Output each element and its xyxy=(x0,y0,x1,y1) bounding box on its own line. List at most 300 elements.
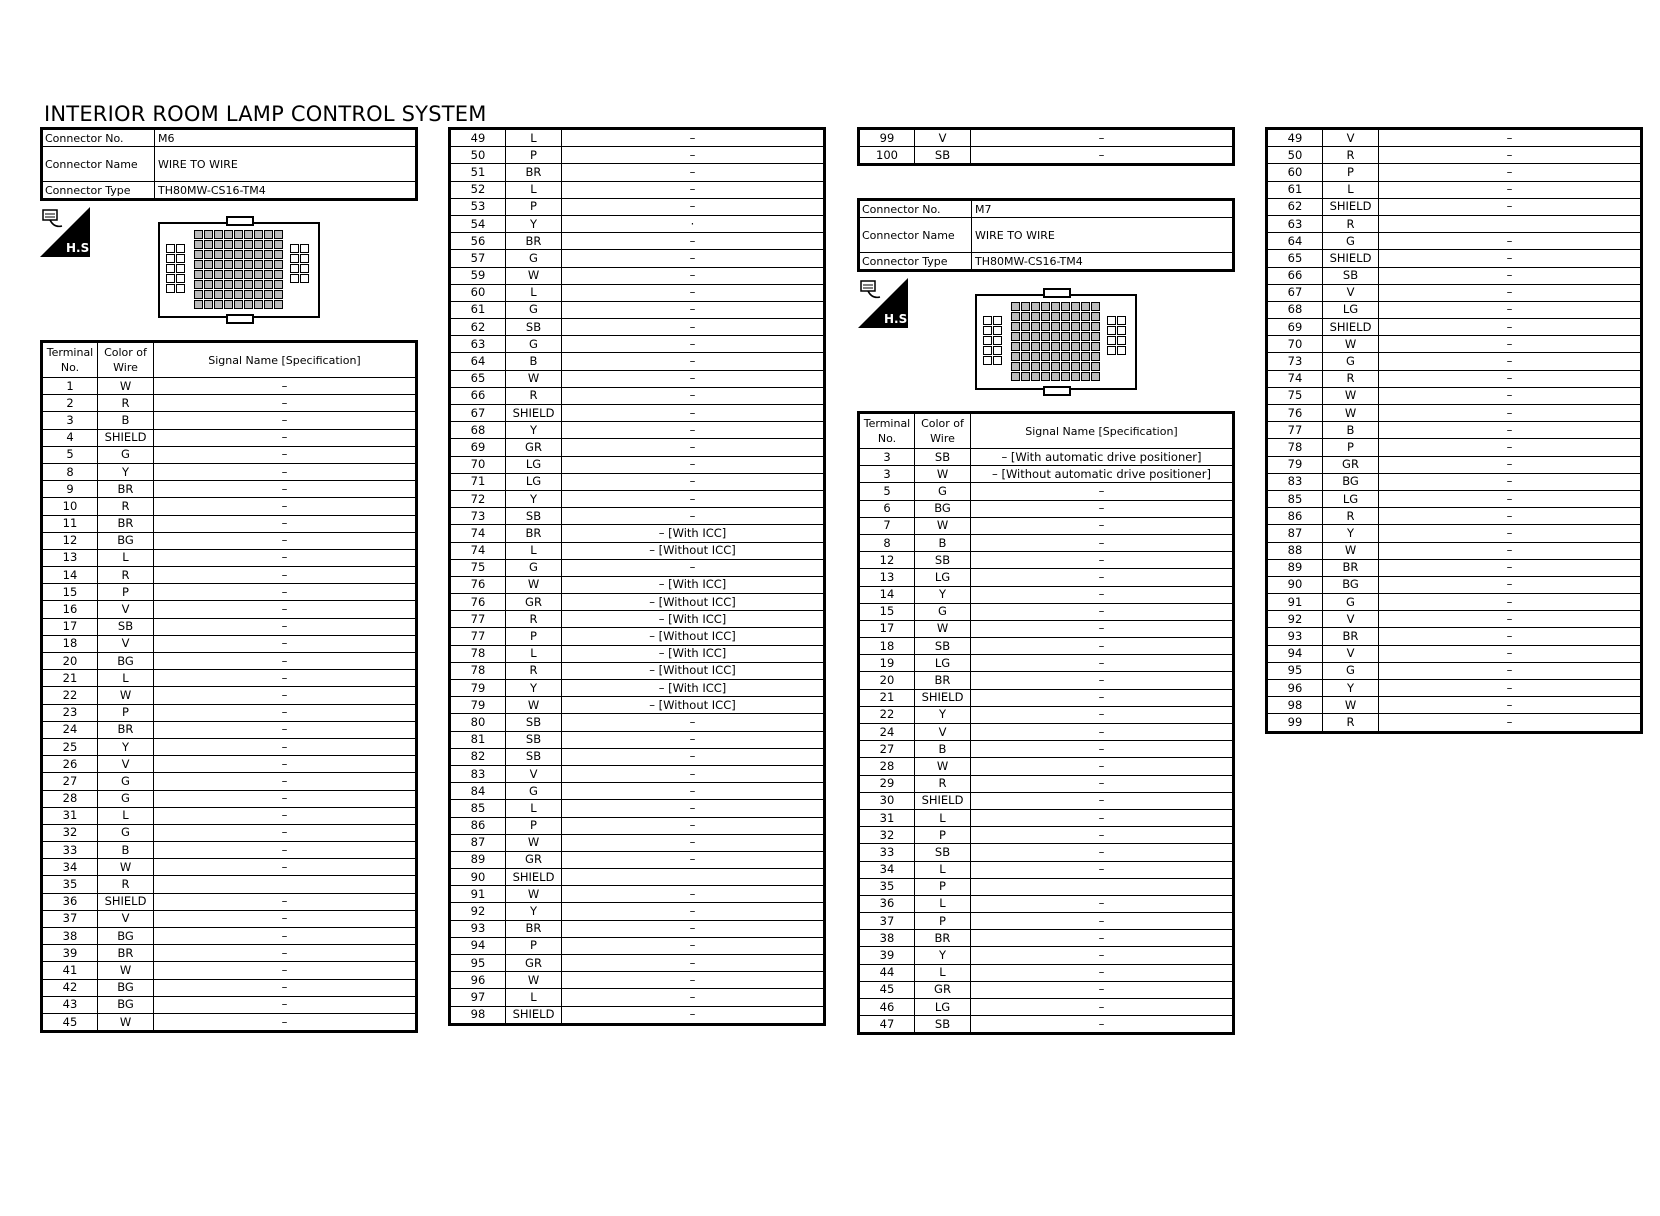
signal-name-cell: – xyxy=(971,534,1234,551)
table-row xyxy=(1267,508,1642,525)
wire-color-cell: P xyxy=(1323,439,1379,456)
terminal-no-cell: 10 xyxy=(42,498,98,515)
signal-name-cell: – xyxy=(1379,456,1642,473)
signal-name-cell: – xyxy=(971,792,1234,809)
signal-name-cell: – xyxy=(1379,576,1642,593)
table-row xyxy=(42,481,417,498)
table-row xyxy=(450,301,825,318)
terminal-no-cell: 96 xyxy=(1267,680,1323,697)
table-row xyxy=(1267,250,1642,267)
terminal-no-cell: 71 xyxy=(450,473,506,490)
signal-name-cell: – xyxy=(562,490,825,507)
signal-name-cell: – xyxy=(971,913,1234,930)
signal-name-cell: – xyxy=(154,910,417,927)
wire-color-cell: V xyxy=(915,724,971,741)
m6-terminal-table-2 xyxy=(448,127,826,1026)
signal-name-cell: – xyxy=(154,1013,417,1031)
table-row xyxy=(42,773,417,790)
connector-type-value: TH80MW-CS16-TM4 xyxy=(972,253,1234,271)
wire-color-cell: R xyxy=(1323,215,1379,232)
signal-name-cell: – xyxy=(1379,181,1642,198)
wire-color-cell: SB xyxy=(915,552,971,569)
table-row xyxy=(450,628,825,645)
wire-color-cell: G xyxy=(506,250,562,267)
signal-name-cell: – xyxy=(971,895,1234,912)
table-row xyxy=(1267,198,1642,215)
wire-color-cell: G xyxy=(98,446,154,463)
terminal-no-cell: 67 xyxy=(1267,284,1323,301)
table-row xyxy=(450,525,825,542)
connector-name-value: WIRE TO WIRE xyxy=(972,218,1234,253)
signal-name-cell: – xyxy=(971,129,1234,147)
terminal-no-cell: 78 xyxy=(450,662,506,679)
terminal-no-cell: 93 xyxy=(1267,628,1323,645)
terminal-no-cell: 92 xyxy=(450,903,506,920)
connector-name-value: WIRE TO WIRE xyxy=(155,147,417,182)
signal-name-cell: – xyxy=(154,893,417,910)
signal-name-cell: – xyxy=(154,824,417,841)
page-title: INTERIOR ROOM LAMP CONTROL SYSTEM xyxy=(44,102,487,126)
table-row xyxy=(859,741,1234,758)
terminal-no-cell: 73 xyxy=(1267,353,1323,370)
signal-name-cell: – [With ICC] xyxy=(562,645,825,662)
wire-color-cell: Y xyxy=(506,903,562,920)
terminal-no-cell: 72 xyxy=(450,490,506,507)
wire-color-cell: Y xyxy=(915,947,971,964)
table-row xyxy=(450,422,825,439)
wire-color-cell: W xyxy=(98,687,154,704)
wire-color-cell: W xyxy=(1323,542,1379,559)
terminal-no-cell: 75 xyxy=(450,559,506,576)
signal-name-cell: – xyxy=(971,586,1234,603)
terminal-no-cell: 3 xyxy=(859,449,915,466)
table-row xyxy=(859,569,1234,586)
wire-color-cell: W xyxy=(98,962,154,979)
terminal-no-cell: 34 xyxy=(859,861,915,878)
signal-name-cell: – xyxy=(154,859,417,876)
table-row xyxy=(450,233,825,250)
terminal-no-cell: 95 xyxy=(1267,662,1323,679)
signal-name-cell: – xyxy=(562,181,825,198)
wire-color-cell: P xyxy=(506,147,562,164)
table-row xyxy=(450,611,825,628)
signal-name-cell: – xyxy=(1379,542,1642,559)
table-row xyxy=(859,586,1234,603)
m7-header-table xyxy=(857,198,1235,272)
wire-color-cell: G xyxy=(915,603,971,620)
wire-color-cell: V xyxy=(1323,129,1379,147)
terminal-no-cell: 12 xyxy=(42,532,98,549)
terminal-no-cell: 26 xyxy=(42,756,98,773)
table-row xyxy=(450,920,825,937)
signal-name-cell: – xyxy=(154,584,417,601)
table-row xyxy=(859,861,1234,878)
terminal-no-cell: 89 xyxy=(450,851,506,868)
signal-name-cell: – xyxy=(562,422,825,439)
table-row xyxy=(859,964,1234,981)
terminal-no-cell: 77 xyxy=(1267,422,1323,439)
signal-name-cell: – xyxy=(1379,490,1642,507)
wire-color-cell: BR xyxy=(98,515,154,532)
table-row xyxy=(859,999,1234,1016)
wire-color-cell: W xyxy=(506,886,562,903)
wire-color-cell: R xyxy=(506,387,562,404)
terminal-no-cell: 99 xyxy=(1267,714,1323,732)
table-row xyxy=(1267,697,1642,714)
terminal-no-cell: 87 xyxy=(450,834,506,851)
signal-name-cell: – xyxy=(971,638,1234,655)
wire-color-cell: SHIELD xyxy=(1323,250,1379,267)
wire-color-cell: SB xyxy=(915,147,971,165)
signal-name-cell: – xyxy=(562,284,825,301)
wire-color-cell: B xyxy=(98,842,154,859)
table-row xyxy=(1267,319,1642,336)
wire-color-cell: BR xyxy=(506,164,562,181)
signal-name-cell xyxy=(971,878,1234,895)
signal-name-cell: – xyxy=(1379,198,1642,215)
table-row xyxy=(450,937,825,954)
terminal-no-cell: 85 xyxy=(1267,490,1323,507)
signal-name-cell: – xyxy=(562,886,825,903)
terminal-no-cell: 50 xyxy=(450,147,506,164)
terminal-no-cell: 74 xyxy=(1267,370,1323,387)
signal-name-cell: – xyxy=(1379,147,1642,164)
terminal-no-cell: 77 xyxy=(450,628,506,645)
table-row xyxy=(859,500,1234,517)
table-row xyxy=(42,945,417,962)
table-row xyxy=(450,198,825,215)
terminal-no-cell: 76 xyxy=(450,576,506,593)
wire-color-cell: W xyxy=(98,859,154,876)
terminal-no-cell: 11 xyxy=(42,515,98,532)
signal-name-cell: – xyxy=(1379,662,1642,679)
terminal-no-cell: 90 xyxy=(1267,576,1323,593)
signal-name-cell: – xyxy=(971,844,1234,861)
table-row xyxy=(1267,611,1642,628)
table-row xyxy=(1267,405,1642,422)
table-row xyxy=(42,910,417,927)
table-row xyxy=(42,996,417,1013)
terminal-no-cell: 34 xyxy=(42,859,98,876)
wire-color-cell: P xyxy=(506,937,562,954)
wire-color-cell: GR xyxy=(506,955,562,972)
terminal-no-cell: 17 xyxy=(42,618,98,635)
terminal-no-cell: 50 xyxy=(1267,147,1323,164)
table-row xyxy=(1267,662,1642,679)
signal-name-cell: – xyxy=(562,353,825,370)
m7-block xyxy=(857,198,1235,272)
signal-name-cell: – xyxy=(1379,525,1642,542)
table-row xyxy=(859,706,1234,723)
signal-name-cell: – xyxy=(971,655,1234,672)
terminal-no-cell: 47 xyxy=(859,1016,915,1034)
table-row xyxy=(450,267,825,284)
signal-name-cell: – xyxy=(971,552,1234,569)
wire-color-cell: L xyxy=(98,670,154,687)
table-row xyxy=(859,930,1234,947)
wire-color-cell: SB xyxy=(506,714,562,731)
terminal-no-cell: 61 xyxy=(450,301,506,318)
m6-header-table xyxy=(40,127,418,201)
terminal-no-cell: 91 xyxy=(1267,594,1323,611)
signal-name-cell: – xyxy=(154,928,417,945)
terminal-no-cell: 30 xyxy=(859,792,915,809)
wire-color-cell: G xyxy=(1323,662,1379,679)
signal-name-cell: – xyxy=(154,446,417,463)
signal-name-cell: – xyxy=(1379,628,1642,645)
table-row xyxy=(859,655,1234,672)
table-row xyxy=(1267,215,1642,232)
table-row xyxy=(450,405,825,422)
wire-color-cell: W xyxy=(915,517,971,534)
terminal-no-cell: 57 xyxy=(450,250,506,267)
terminal-no-cell: 53 xyxy=(450,198,506,215)
signal-name-cell: – xyxy=(562,851,825,868)
signal-name-cell: – [Without ICC] xyxy=(562,542,825,559)
table-row xyxy=(1267,233,1642,250)
table-row xyxy=(1267,353,1642,370)
signal-name-cell: – xyxy=(971,689,1234,706)
terminal-no-cell: 59 xyxy=(450,267,506,284)
wire-color-cell: V xyxy=(98,635,154,652)
connector-type-label: Connector Type xyxy=(42,182,155,200)
signal-name-cell: – xyxy=(1379,233,1642,250)
wire-color-cell: B xyxy=(915,534,971,551)
table-row xyxy=(42,721,417,738)
terminal-no-cell: 65 xyxy=(1267,250,1323,267)
table-row xyxy=(42,635,417,652)
connector-no-value: M7 xyxy=(972,200,1234,218)
table-row xyxy=(859,895,1234,912)
terminal-no-cell: 92 xyxy=(1267,611,1323,628)
signal-name-cell: – xyxy=(971,569,1234,586)
signal-name-cell: – xyxy=(1379,353,1642,370)
terminal-no-cell: 43 xyxy=(42,996,98,1013)
terminal-no-cell: 1 xyxy=(42,378,98,395)
table-row xyxy=(1267,576,1642,593)
wire-color-cell: BG xyxy=(1323,473,1379,490)
terminal-no-cell: 7 xyxy=(859,517,915,534)
terminal-no-cell: 18 xyxy=(859,638,915,655)
signal-name-cell: – xyxy=(154,635,417,652)
table-row xyxy=(859,775,1234,792)
wire-color-cell: B xyxy=(506,353,562,370)
terminal-no-cell: 16 xyxy=(42,601,98,618)
wire-color-cell: SHIELD xyxy=(506,405,562,422)
terminal-no-cell: 33 xyxy=(42,842,98,859)
table-row xyxy=(450,594,825,611)
signal-name-cell: – xyxy=(154,807,417,824)
signal-name-cell: – xyxy=(1379,319,1642,336)
table-row xyxy=(859,466,1234,483)
wire-color-cell: GR xyxy=(506,439,562,456)
terminal-no-cell: 35 xyxy=(42,876,98,893)
signal-name-cell: – xyxy=(154,996,417,1013)
terminal-no-cell: 24 xyxy=(859,724,915,741)
wire-color-cell: W xyxy=(506,370,562,387)
wire-color-cell: G xyxy=(98,790,154,807)
wire-color-cell: G xyxy=(506,783,562,800)
terminal-no-cell: 64 xyxy=(450,353,506,370)
table-row xyxy=(450,851,825,868)
terminal-no-cell: 32 xyxy=(859,827,915,844)
table-row xyxy=(1267,594,1642,611)
table-row xyxy=(450,129,825,147)
terminal-no-cell: 100 xyxy=(859,147,915,165)
signal-name-cell: – xyxy=(562,937,825,954)
table-row xyxy=(42,790,417,807)
table-row xyxy=(1267,370,1642,387)
wire-color-cell: P xyxy=(98,584,154,601)
signal-name-cell: – xyxy=(154,601,417,618)
wire-color-cell: P xyxy=(98,704,154,721)
table-row xyxy=(42,601,417,618)
table-row xyxy=(42,618,417,635)
signal-name-cell: – xyxy=(1379,387,1642,404)
wire-color-cell: Y xyxy=(1323,680,1379,697)
wire-color-cell: G xyxy=(506,336,562,353)
wire-color-cell: LG xyxy=(915,999,971,1016)
signal-name-cell: – xyxy=(562,319,825,336)
signal-name-cell: – xyxy=(1379,697,1642,714)
terminal-no-cell: 21 xyxy=(42,670,98,687)
signal-name-cell: – xyxy=(154,670,417,687)
wire-color-cell: BR xyxy=(98,945,154,962)
signal-name-cell: – xyxy=(562,508,825,525)
table-row xyxy=(450,662,825,679)
wire-color-cell: Y xyxy=(506,422,562,439)
signal-name-cell: – xyxy=(1379,508,1642,525)
wire-color-cell: R xyxy=(1323,714,1379,732)
terminal-no-cell: 15 xyxy=(859,603,915,620)
signal-name-cell: – xyxy=(1379,129,1642,147)
terminal-no-cell: 89 xyxy=(1267,559,1323,576)
table-row xyxy=(859,672,1234,689)
terminal-no-cell: 6 xyxy=(859,500,915,517)
table-row xyxy=(859,913,1234,930)
table-row xyxy=(450,456,825,473)
table-row xyxy=(42,498,417,515)
signal-name-cell: – xyxy=(971,758,1234,775)
table-row xyxy=(42,412,417,429)
terminal-no-cell: 45 xyxy=(859,981,915,998)
terminal-no-cell: 69 xyxy=(1267,319,1323,336)
wire-color-cell: G xyxy=(506,559,562,576)
terminal-no-cell: 22 xyxy=(859,706,915,723)
signal-name-cell: – xyxy=(154,463,417,480)
terminal-no-cell: 80 xyxy=(450,714,506,731)
table-row xyxy=(42,756,417,773)
wire-color-cell: BR xyxy=(1323,628,1379,645)
signal-name-cell: – xyxy=(1379,301,1642,318)
signal-name-cell: – xyxy=(154,773,417,790)
table-row xyxy=(859,147,1234,165)
wire-color-cell: B xyxy=(98,412,154,429)
terminal-no-cell: 61 xyxy=(1267,181,1323,198)
terminal-no-cell: 68 xyxy=(450,422,506,439)
table-row xyxy=(1267,490,1642,507)
table-row xyxy=(450,869,825,886)
table-row xyxy=(450,834,825,851)
wire-color-cell: BG xyxy=(98,532,154,549)
wire-color-cell: L xyxy=(506,129,562,147)
signal-name-cell: – [With ICC] xyxy=(562,611,825,628)
wire-color-cell: W xyxy=(506,697,562,714)
terminal-no-cell: 39 xyxy=(42,945,98,962)
signal-name-cell: – xyxy=(971,999,1234,1016)
wire-color-cell: G xyxy=(1323,594,1379,611)
terminal-no-cell: 32 xyxy=(42,824,98,841)
table-row xyxy=(450,181,825,198)
m6-terminal-table-1 xyxy=(40,340,418,1033)
terminal-no-cell: 36 xyxy=(859,895,915,912)
terminal-no-cell: 35 xyxy=(859,878,915,895)
signal-name-cell: – xyxy=(562,387,825,404)
terminal-no-cell: 31 xyxy=(859,809,915,826)
wire-color-cell: W xyxy=(506,972,562,989)
table-row xyxy=(450,473,825,490)
wire-color-cell: SB xyxy=(506,748,562,765)
svg-text:H.S.: H.S. xyxy=(884,312,912,326)
wire-color-cell: GR xyxy=(506,851,562,868)
connector-type-label: Connector Type xyxy=(859,253,972,271)
wire-color-cell: V xyxy=(98,910,154,927)
terminal-no-cell: 97 xyxy=(450,989,506,1006)
signal-name-cell: – xyxy=(154,687,417,704)
wire-color-cell: V xyxy=(506,765,562,782)
wire-color-cell: P xyxy=(506,817,562,834)
signal-name-cell: – [Without ICC] xyxy=(562,697,825,714)
wire-color-cell: L xyxy=(506,989,562,1006)
terminal-no-cell: 67 xyxy=(450,405,506,422)
table-row xyxy=(1267,680,1642,697)
table-row xyxy=(859,517,1234,534)
signal-name-cell: – xyxy=(154,515,417,532)
table-row xyxy=(42,807,417,824)
terminal-no-cell: 36 xyxy=(42,893,98,910)
table-row xyxy=(450,284,825,301)
wire-color-cell: P xyxy=(915,913,971,930)
terminal-no-cell: 78 xyxy=(450,645,506,662)
wire-color-cell: R xyxy=(506,662,562,679)
wire-color-cell: LG xyxy=(1323,490,1379,507)
wire-color-cell: Y xyxy=(1323,525,1379,542)
table-row xyxy=(859,552,1234,569)
signal-name-cell: – xyxy=(562,834,825,851)
terminal-no-cell: 25 xyxy=(42,738,98,755)
signal-name-cell: – xyxy=(971,724,1234,741)
terminal-no-cell: 60 xyxy=(450,284,506,301)
wire-color-cell: Y xyxy=(98,738,154,755)
table-row xyxy=(42,653,417,670)
terminal-no-cell: 3 xyxy=(42,412,98,429)
signal-name-cell: – [With ICC] xyxy=(562,525,825,542)
terminal-no-cell: 9 xyxy=(42,481,98,498)
wire-color-cell: P xyxy=(915,878,971,895)
table-row xyxy=(450,336,825,353)
terminal-no-cell: 82 xyxy=(450,748,506,765)
wire-color-cell: P xyxy=(1323,164,1379,181)
wire-color-cell: SB xyxy=(98,618,154,635)
wire-color-cell: R xyxy=(1323,147,1379,164)
signal-name-cell: – xyxy=(562,765,825,782)
m7-connector-diagram xyxy=(975,294,1137,390)
terminal-no-cell: 5 xyxy=(42,446,98,463)
wire-color-cell: BG xyxy=(98,996,154,1013)
wire-color-cell: V xyxy=(915,129,971,147)
terminal-no-cell: 38 xyxy=(42,928,98,945)
table-row xyxy=(859,981,1234,998)
